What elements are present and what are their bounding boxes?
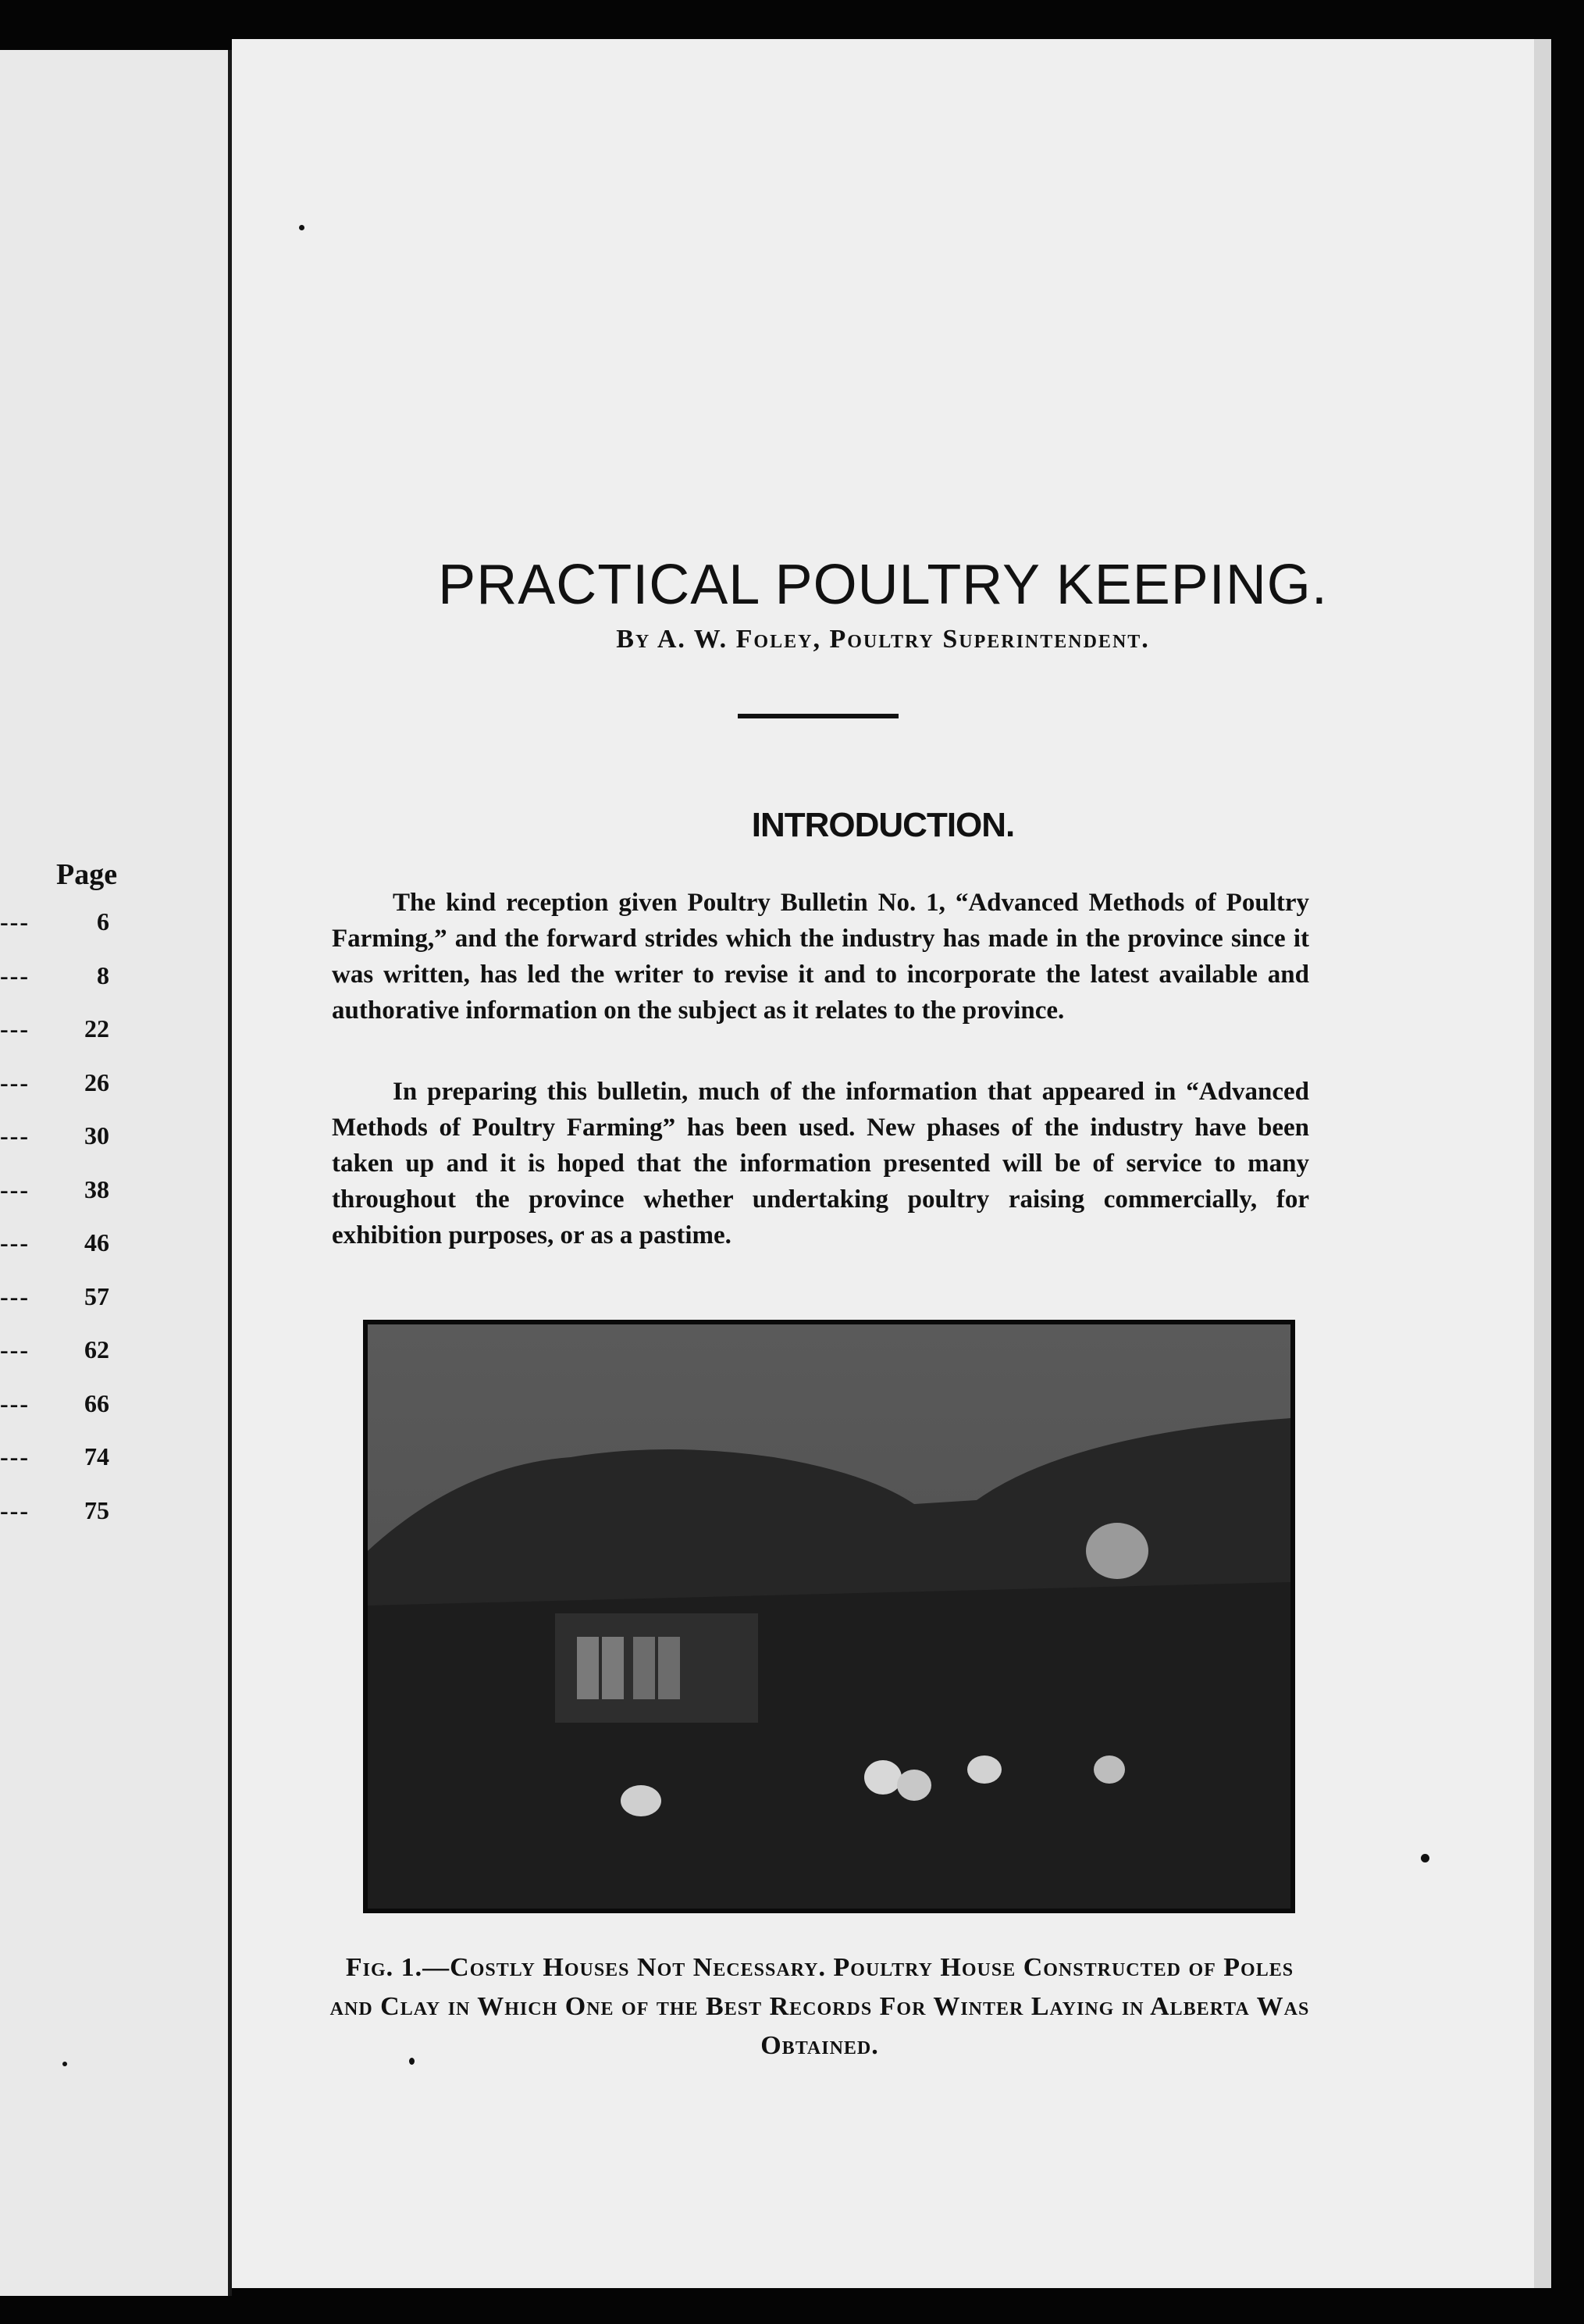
figure-photo [363, 1320, 1295, 1913]
toc-row [0, 1442, 109, 1474]
toc-page-number: 38 [84, 1174, 109, 1203]
toc-leader-dots: --- [0, 1068, 30, 1096]
section-heading: INTRODUCTION. [751, 805, 1015, 844]
intro-paragraph-2: In preparing this bulletin, much of the information that appeared in “Advanced Methods of Poultry Farming” has been used. New phases of the industry have been taken up and it is hoped that the information presented will be of service to many throughout the province whether undertaking poultry raising commercially, for exhibition purposes, or as a pastime. [332, 1078, 1309, 1249]
title-rule [738, 714, 899, 718]
toc-page-number: 62 [84, 1335, 109, 1363]
toc-row [0, 1335, 109, 1367]
toc-leader-dots: --- [0, 1335, 30, 1363]
toc-row [0, 1496, 109, 1527]
toc-leader-dots: --- [0, 1281, 30, 1310]
toc-page-number: 30 [84, 1121, 109, 1150]
toc-leader-dots: --- [0, 1121, 30, 1150]
toc-leader-dots: --- [0, 1495, 30, 1524]
document-byline: By A. W. Foley, Poultry Superintendent. [616, 625, 1150, 654]
toc-page-number: 26 [84, 1068, 109, 1096]
left-page [0, 50, 228, 2296]
paper-speck [299, 225, 304, 230]
toc-page-number: 66 [84, 1388, 109, 1417]
toc-page-number: 6 [97, 907, 109, 936]
page-edge [1534, 39, 1551, 2288]
paper-speck [409, 2058, 415, 2065]
toc-leader-dots: --- [0, 1014, 30, 1043]
toc-page-number: 22 [84, 1014, 109, 1043]
toc-page-number: 74 [84, 1442, 109, 1470]
toc-page-number: 75 [84, 1495, 109, 1524]
toc-page-header: Page [56, 858, 118, 891]
toc-page-number: 57 [84, 1281, 109, 1310]
poultry-house-photo [368, 1324, 1290, 1909]
intro-paragraph-1: The kind reception given Poultry Bulletin No. 1, “Advanced Methods of Poultry Farming,” and the forward strides which the industry has made in the province since it was written, has led the writer to revise it and to incorporate the latest available and authorative information on the subject as it relates to the province. [332, 889, 1309, 1025]
figure-caption: Fig. 1.—Costly Houses Not Necessary. Poultry House Constructed of Poles and Clay in Which One of the Best Records For Winter Laying in Alberta Was Obtained. [329, 1953, 1310, 2060]
toc-row [0, 1014, 109, 1046]
toc-leader-dots: --- [0, 1174, 30, 1203]
toc-row [0, 1068, 109, 1100]
toc-row [0, 1175, 109, 1207]
paper-speck [62, 2062, 67, 2066]
toc-row [0, 1228, 109, 1260]
toc-leader-dots: --- [0, 1228, 30, 1256]
toc-page-number: 8 [97, 961, 109, 989]
toc-row [0, 1282, 109, 1313]
toc-leader-dots: --- [0, 907, 30, 936]
toc-row [0, 907, 109, 939]
toc-leader-dots: --- [0, 961, 30, 989]
toc-leader-dots: --- [0, 1388, 30, 1417]
toc-row [0, 1389, 109, 1420]
toc-row [0, 961, 109, 993]
document-title: PRACTICAL POULTRY KEEPING. [438, 554, 1328, 617]
toc-page-number: 46 [84, 1228, 109, 1256]
paper-speck [1421, 1854, 1429, 1862]
toc-row [0, 1121, 109, 1153]
toc-leader-dots: --- [0, 1442, 30, 1470]
